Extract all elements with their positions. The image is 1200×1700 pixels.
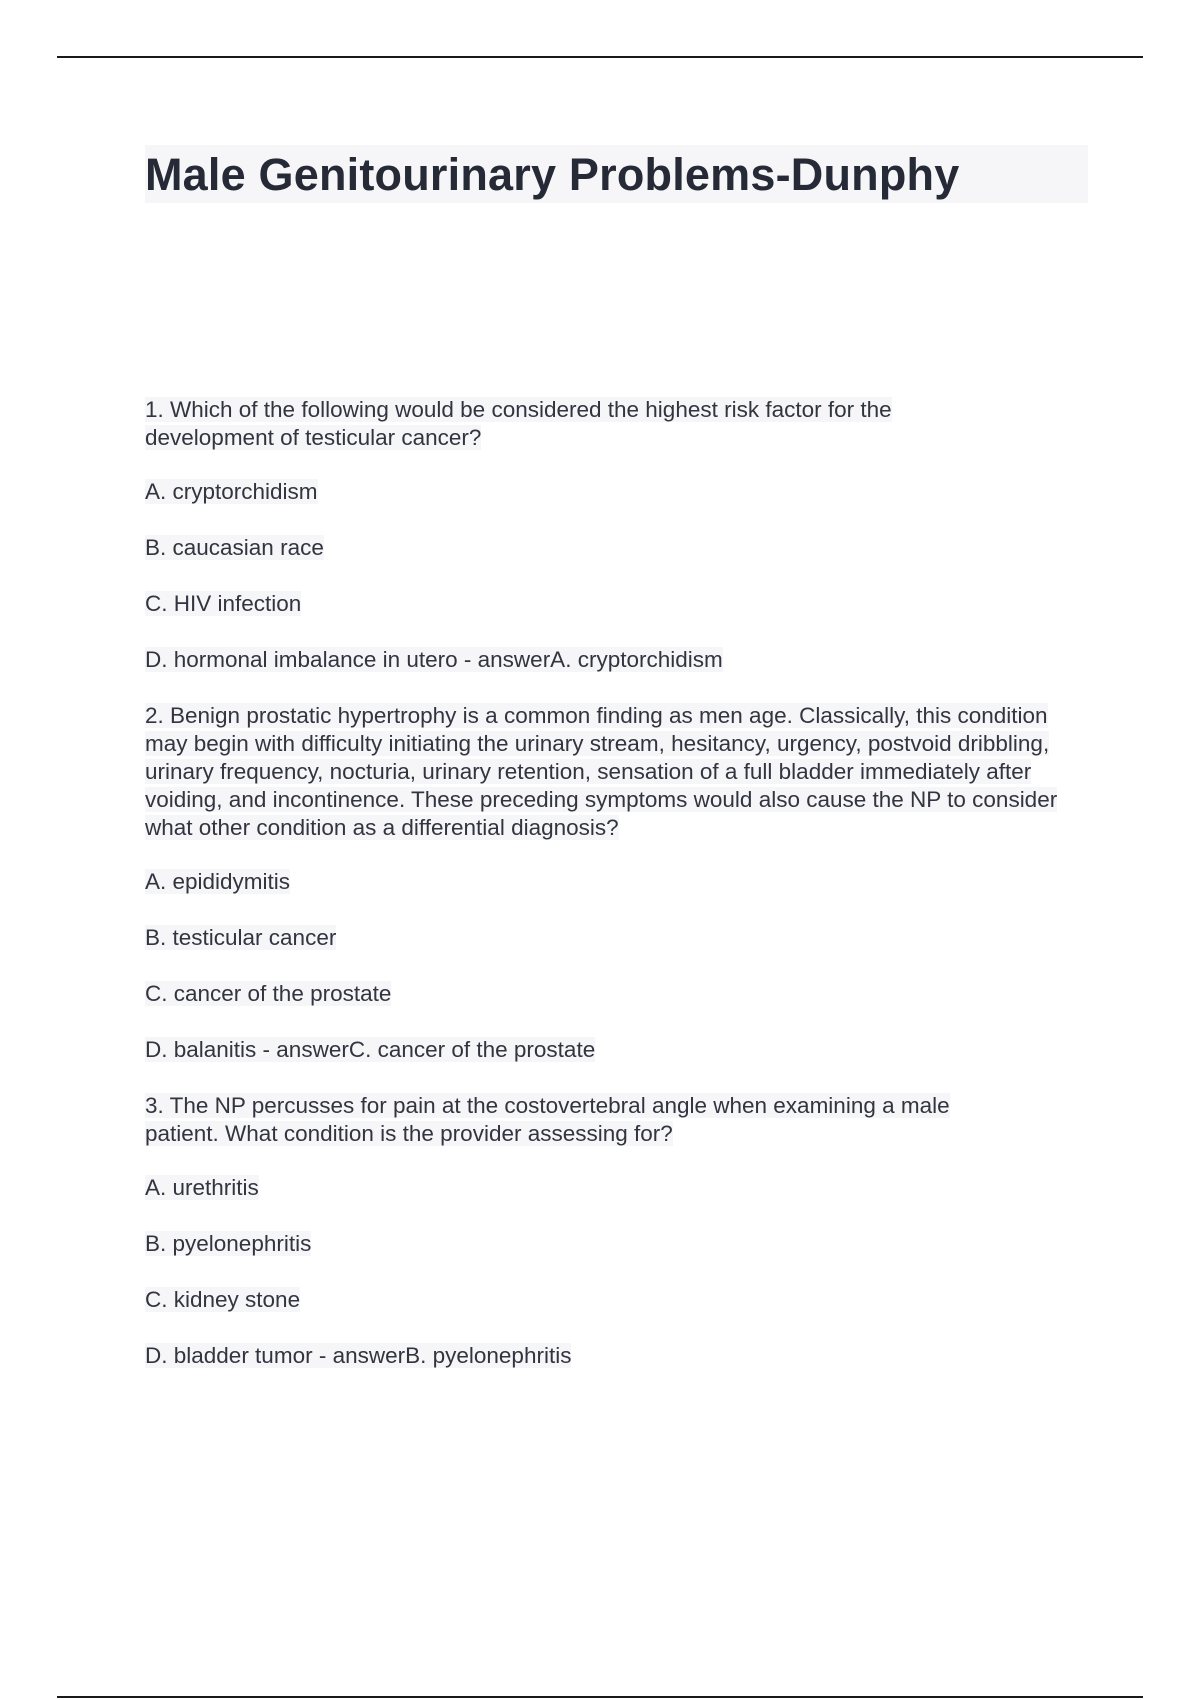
question-text: 3. The NP percusses for pain at the costovertebral angle when examining a male patient. What condition is the provider assessing for?	[145, 1093, 950, 1146]
answer-option: C. kidney stone	[145, 1287, 301, 1312]
answer-option: D. balanitis - answerC. cancer of the prostate	[145, 1037, 596, 1062]
answer-option: B. caucasian race	[145, 535, 324, 560]
question-block-1	[145, 396, 1085, 674]
answer-option: D. bladder tumor - answerB. pyelonephritis	[145, 1343, 572, 1368]
question-text: 2. Benign prostatic hypertrophy is a common finding as men age. Classically, this condition may begin with difficulty initiating the urinary stream, hesitancy, urgency, postvoid dribbling, urinary frequency, nocturia, urinary retention, sensation of a full bladder immediately after voiding, and incontinence. These preceding symptoms would also cause the NP to consider what other condition as a differential diagnosis?	[145, 703, 1058, 840]
top-rule	[57, 56, 1143, 58]
answer-option: D. hormonal imbalance in utero - answerA. cryptorchidism	[145, 647, 723, 672]
answer-option: C. cancer of the prostate	[145, 981, 392, 1006]
answer-option: A. urethritis	[145, 1175, 259, 1200]
answer-option: C. HIV infection	[145, 591, 302, 616]
answer-option: A. cryptorchidism	[145, 479, 318, 504]
page-title: Male Genitourinary Problems-Dunphy	[145, 149, 960, 200]
question-block-2	[145, 702, 1085, 1064]
answer-option: B. testicular cancer	[145, 925, 337, 950]
title-block	[145, 145, 1088, 203]
question-text: 1. Which of the following would be considered the highest risk factor for the development of testicular cancer?	[145, 397, 892, 450]
answer-option: A. epididymitis	[145, 869, 291, 894]
question-list	[145, 396, 1085, 1398]
answer-option: B. pyelonephritis	[145, 1231, 312, 1256]
bottom-rule	[57, 1696, 1143, 1698]
question-block-3	[145, 1092, 1085, 1370]
